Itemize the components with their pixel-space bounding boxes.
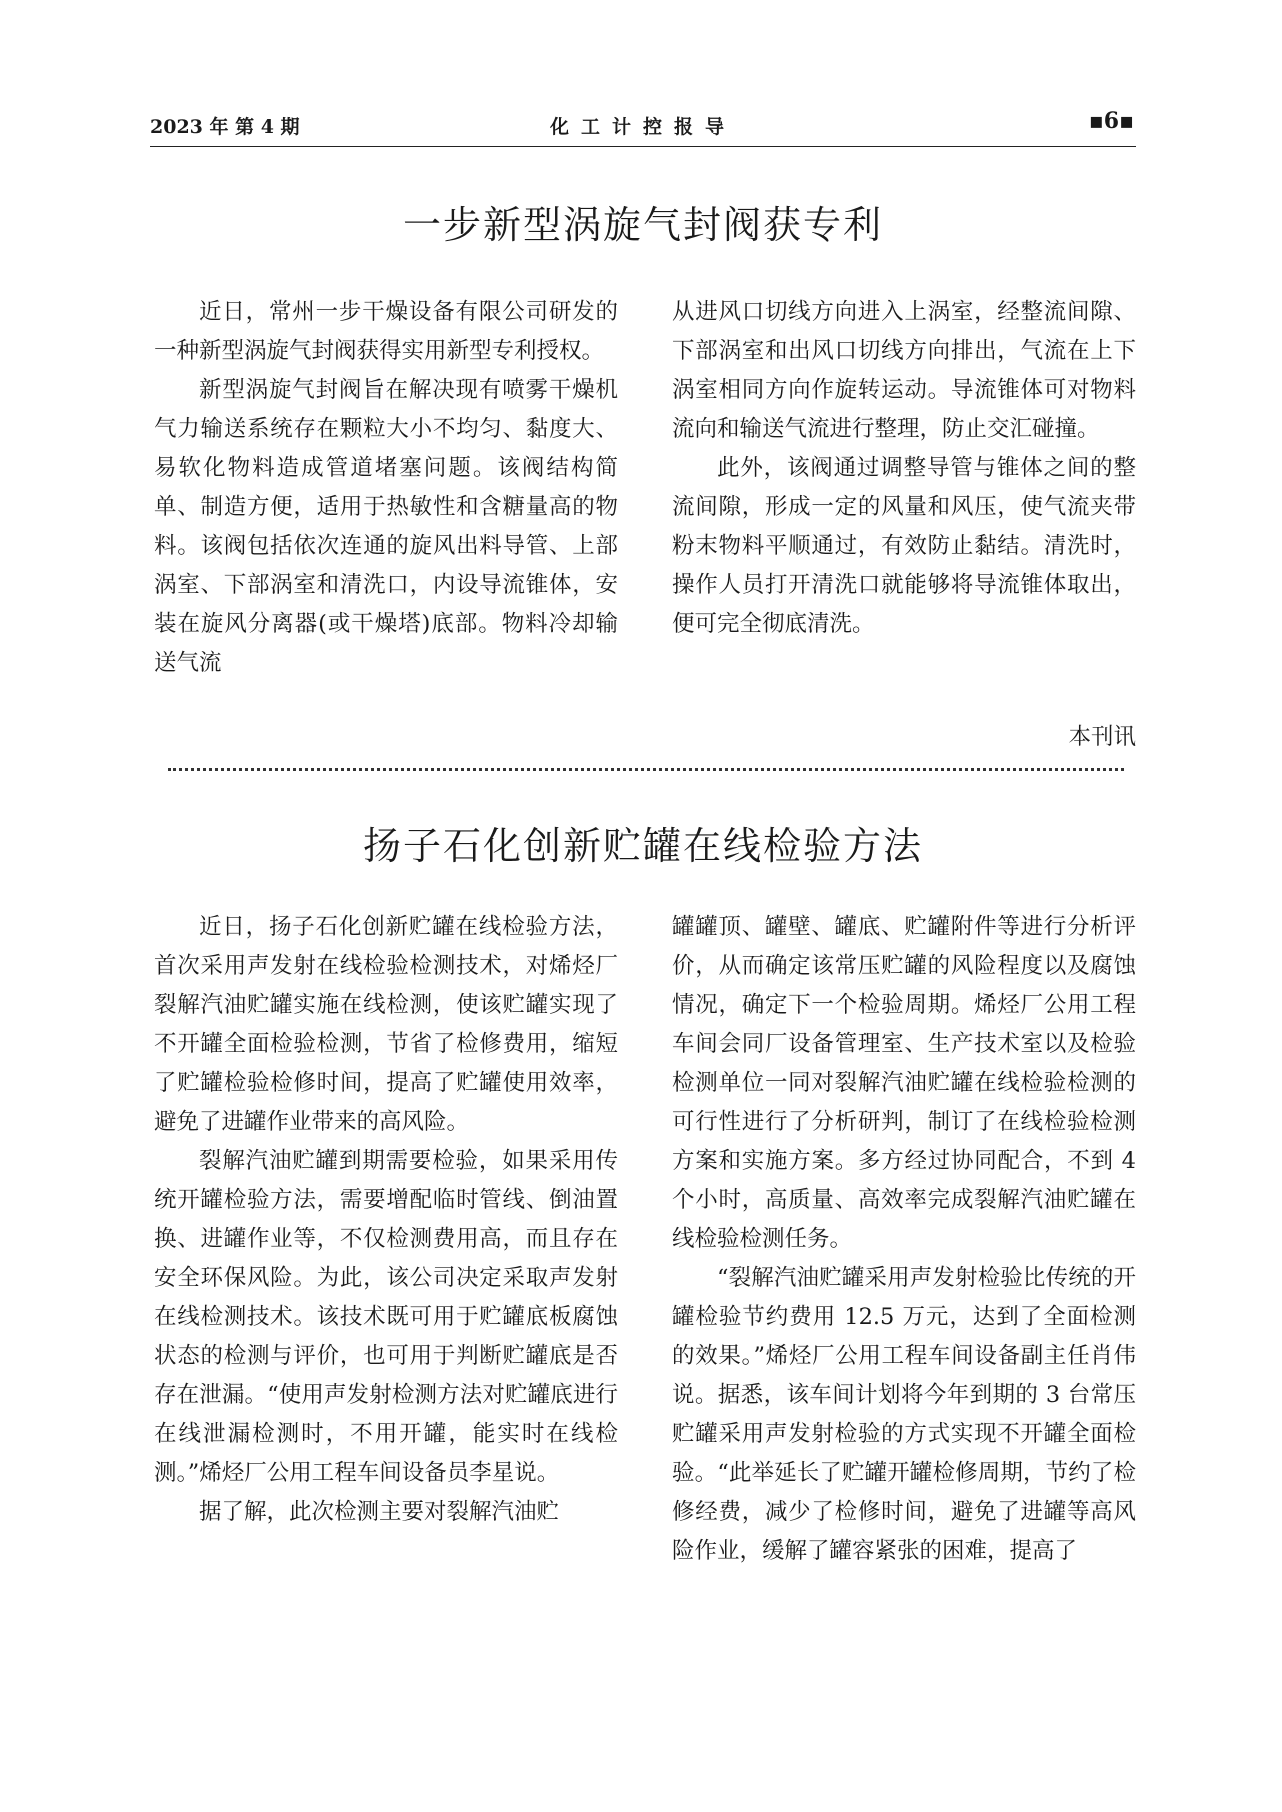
article1-column-right: [672, 293, 1136, 644]
article2-column-right: [672, 908, 1136, 1571]
paragraph: “裂解汽油贮罐采用声发射检验比传统的开罐检验节约费用 12.5 万元，达到了全面检测的效果。”烯烃厂公用工程车间设备副主任肖伟说。据悉，该车间计划将今年到期的 3 台常压贮罐采用声发射检验的方式实现不开罐全面检验。“此举延长了贮罐开罐检修周期，节约了检修经费，减少了检修时间，避免了进罐等高风险作业，缓解了罐容紧张的困难，提高了: [672, 1265, 1136, 1564]
running-header: [150, 106, 1136, 146]
article1-title: 一步新型涡旋气封阀获专利: [402, 203, 883, 247]
journal-name: 化工计控报导: [549, 116, 736, 138]
issue-label: 2023 年 第 4 期: [150, 116, 300, 138]
paragraph: 新型涡旋气封阀旨在解决现有喷雾干燥机气力输送系统存在颗粒大小不均匀、黏度大、易软化物料造成管道堵塞问题。该阀结构简单、制造方便，适用于热敏性和含糖量高的物料。该阀包括依次连通的旋风出料导管、上部涡室、下部涡室和清洗口，内设导流锥体，安装在旋风分离器(或干燥塔)底部。物料冷却输送气流: [154, 377, 618, 676]
paragraph: 近日，扬子石化创新贮罐在线检验方法，首次采用声发射在线检验检测技术，对烯烃厂裂解汽油贮罐实施在线检测，使该贮罐实现了不开罐全面检验检测，节省了检修费用，缩短了贮罐检验检修时间，提高了贮罐使用效率，避免了进罐作业带来的高风险。: [154, 914, 618, 1135]
paragraph: 近日，常州一步干燥设备有限公司研发的一种新型涡旋气封阀获得实用新型专利授权。: [154, 299, 618, 364]
paragraph: 裂解汽油贮罐到期需要检验，如果采用传统开罐检验方法，需要增配临时管线、倒油置换、进罐作业等，不仅检测费用高，而且存在安全环保风险。为此，该公司决定采取声发射在线检测技术。该技术既可用于贮罐底板腐蚀状态的检测与评价，也可用于判断贮罐底是否存在泄漏。“使用声发射检测方法对贮罐底进行在线泄漏检测时，不用开罐，能实时在线检测。”烯烃厂公用工程车间设备员李星说。: [154, 1148, 618, 1486]
article2-column-left: [154, 908, 618, 1532]
page-number: ▪6▪: [1088, 108, 1134, 134]
article1-source: 本刊讯: [1068, 724, 1136, 750]
paragraph: 据了解，此次检测主要对裂解汽油贮: [199, 1499, 560, 1525]
paragraph: 罐罐顶、罐壁、罐底、贮罐附件等进行分析评价，从而确定该常压贮罐的风险程度以及腐蚀情况，确定下一个检验周期。烯烃厂公用工程车间会同厂设备管理室、生产技术室以及检验检测单位一同对裂解汽油贮罐在线检验检测的可行性进行了分析研判，制订了在线检验检测方案和实施方案。多方经过协同配合，不到 4 个小时，高质量、高效率完成裂解汽油贮罐在线检验检测任务。: [672, 914, 1136, 1252]
dotted-separator: [168, 768, 1124, 771]
paragraph: 从进风口切线方向进入上涡室，经整流间隙、下部涡室和出风口切线方向排出，气流在上下涡室相同方向作旋转运动。导流锥体可对物料流向和输送气流进行整理，防止交汇碰撞。: [672, 299, 1136, 442]
article2-title: 扬子石化创新贮罐在线检验方法: [362, 824, 923, 868]
paragraph: 此外，该阀通过调整导管与锥体之间的整流间隙，形成一定的风量和风压，使气流夹带粉末物料平顺通过，有效防止黏结。清洗时，操作人员打开清洗口就能够将导流锥体取出，便可完全彻底清洗。: [672, 455, 1136, 637]
header-rule: [150, 146, 1136, 147]
article1-column-left: [154, 293, 618, 683]
